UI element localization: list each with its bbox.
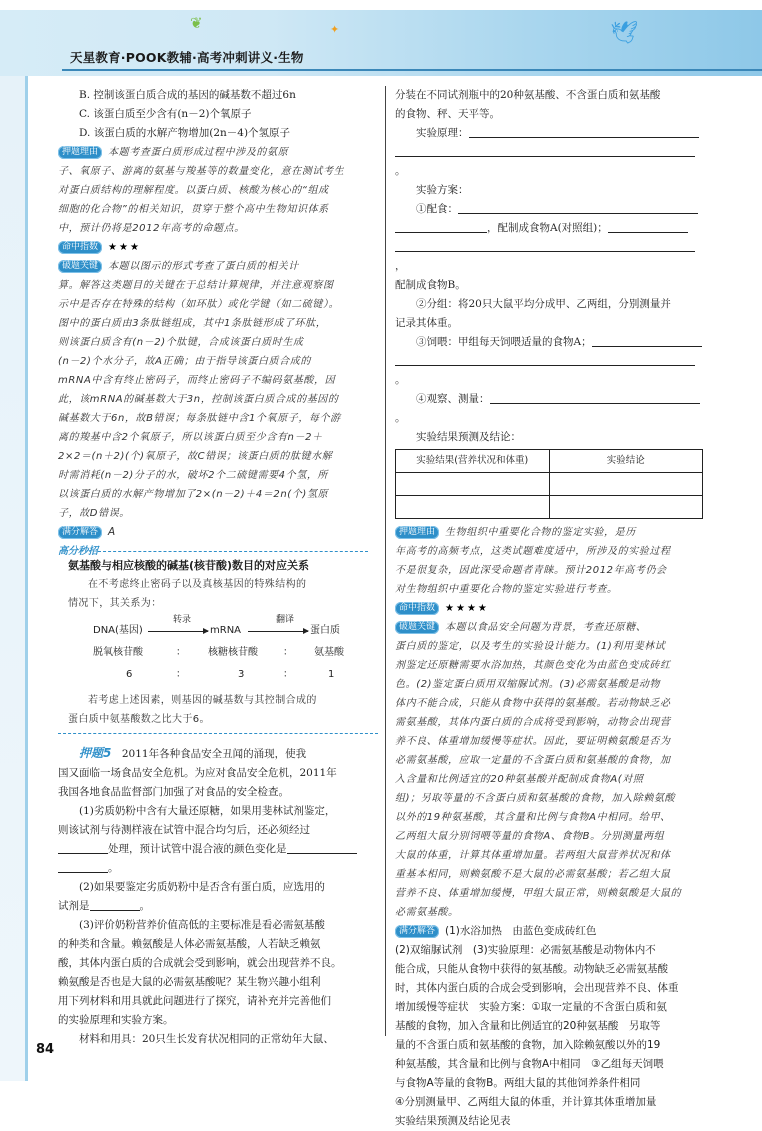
reason-block-2: 押题理由 生物组织中重要化合物的鉴定实验，是历 年高考的高频考点，这类试题难度适中，所涉及的实验过程 不是很复杂，因此深受命题者青睐。预计2012年高考仍会 对生物组织中重要化合物的鉴定实验进行考查。 — [395, 527, 671, 595]
right-column: 分装在不同试剂瓶中的20种氨基酸、不含蛋白质和氨基酸 的食物、秤、天平等。 实验原理： 。 实验方案： ①配食： ，配制成食物A(对照组)； ， 配制成食物B。 ②分组：将20只大鼠平均分成甲、乙两组，分别测量并 记录其体重。 ③饲喂：甲组每天饲喂适量的食物A； 。 ④观察、测量：。 实验结果预测及结论： 实验结果(营养状况和体重) 实验结论 押题理由 生物组织中重要化合物的鉴定实验，是历 年高考的高频考点，这类试题难度适中，所涉及的实验过程 不是很复杂，因此深受命题者青睐。预计2012年高考仍会 对生物组织中重要化合物的鉴定实验进行考查。 命中指数 ★★★★ 破题关键 本题以食品安全问题为背景，考查还原糖、 蛋白质的鉴定，以及考生的实验设计能力。(1)利用斐林试 剂鉴定还原糖需要水浴加热，其颜色变化为由蓝色变成砖红 色。(2)鉴定蛋白质用双缩脲试剂。(3)必需氨基酸是动物 体内不能合成，只能从食物中获得的氨基酸。若动物缺乏必 需氨基酸，其体内蛋白质的合成将受到影响，动物会出现营 养不良、体重增加缓慢等症状。因此，要证明赖氨酸是否为 必需氨基酸，应取一定量的不含蛋白质和氨基酸的食物，加 入含量和比例适宜的20种氨基酸并配制成食物A(对照 组)；另取等量的不含蛋白质和氨基酸的食物，加入除赖氨酸 以外的19种氨基酸，其含量和比例与食物A中相同。给甲、 乙两组大鼠分别饲喂等量的食物A、食物B。分别测量两组 大鼠的体重，计算其体重增加量。若两组大鼠营养状况和体 重基本相同，则赖氨酸不是大鼠的必需氨基酸；若乙组大鼠 营养不良、体重增加缓慢，甲组大鼠正常，则赖氨酸是大鼠的 必需氨基酸。 满分解答 (1)水浴加热 由蓝色变成砖红色 (2)双缩脲试剂 (3)实验原理：必需氨基酸是动物体内不 能合成，只能从食物中获得的氨基酸。动物缺乏必需氨基酸 时，其体内蛋白质的合成会受到影响，会出现营养不良、体重 增加缓慢等症状 实验方案：①取一定量的不含蛋白质和氨 基酸的食物，加入含量和比例适宜的20种氨基酸 另取等 量的不含蛋白质和氨基酸的食物，加入除赖氨酸以外的19 种氨基酸，其含量和比例与食物A中相同 ③乙组每天饲喂 与食物A等量的食物B。两组大鼠的其他饲养条件相同 ④分别测量甲、乙两组大鼠的体重，并计算其体重增加量 实验结果预测及结论见表 — [395, 86, 703, 1131]
option-b: B. 控制该蛋白质合成的基因的碱基数不超过6n — [79, 89, 296, 101]
left-column: B. 控制该蛋白质合成的基因的碱基数不超过6n C. 该蛋白质至少含有(n－2)个氧原子 D. 该蛋白质的水解产物增加(2n－4)个氢原子 押题理由 本题考查蛋白质形成过程中涉及的氨原 子、氧原子、游离的氨基与羧基等的数量变化，意在测试考生 对蛋白质结构的理解程度。以蛋白质、核酸为核心的“组成 细胞的化合物”的相关知识，贯穿于整个高中生物知识体系 中，预计仍将是2012年高考的命题点。 命中指数 ★★★ 破题关键 本题以图示的形式考查了蛋白质的相关计 算。解答这类题目的关键在于总结计算规律，并注意观察图 示中是否存在特殊的结构（如环肽）或化学键（如二硫键）。 图中的蛋白质由3条肽链组成，其中1条肽链形成了环肽， 则该蛋白质含有(n－2)个肽键，合成该蛋白质时生成 (n－2)个水分子，故A正确；由于指导该蛋白质合成的 mRNA中含有终止密码子，而终止密码子不编码氨基酸，因 此，该mRNA的碱基数大于3n，控制该蛋白质合成的基因的 碱基数大于6n，故B错误；每条肽链中含1个氧原子，每个游 离的羧基中含2个氧原子，所以该蛋白质至少含有n－2＋ 2×2＝(n＋2)(个)氧原子，故C错误；该蛋白质的肽键水解 时需消耗(n－2)分子的水，破坏2个二硫键需要4个氢，所 以该蛋白质的水解产物增加了2×(n－2)＋4＝2n(个)氢原 子，故D错误。 满分解答 A 高分秒招 氨基酸与相应核酸的碱基(核苷酸)数目的对应关系 在不考虑终止密码子以及真核基因的特殊结构的 情况下，其关系为： DNA(基因) 转录 mRNA 翻译 蛋白质 脱氧核苷酸 ： 核糖核苷酸 ： 氨基酸 6 ： 3 ： 1 若考虑上述因素，则基因的碱基数与其控制合成的 蛋白质中氨基酸数之比大于6。 押题5 2011年各种食品安全丑闻的涌现，使我 国又面临一场食品安全危机。为应对食品安全危机，2011年 我国各地食品监督部门加强了对食品的安全检查。 (1)劣质奶粉中含有大量还原糖，如果用斐林试剂鉴定， 则该试剂与待测样液在试管中混合均匀后，还必须经过 处理，预计试管中混合液的颜色变化是 。 (2)如果要鉴定劣质奶粉中是否含有蛋白质，应选用的 试剂是 。 (3)评价奶粉营养价值高低的主要标准是看必需氨基酸 的种类和含量。赖氨酸是人体必需氨基酸，人若缺乏赖氨 酸，其体内蛋白质的合成就会受到影响，就会出现营养不良。 赖氨酸是否也是大鼠的必需氨基酸呢？某生物兴趣小组利 用下列材料和用具就此问题进行了探究，请补充并完善他们 的实验原理和实验方案。 材料和用具：20只生长发育状况相同的正常幼年大鼠、 — [58, 86, 378, 1049]
step1-blank[interactable] — [458, 200, 698, 214]
blank-2-1[interactable] — [90, 897, 140, 911]
transcribe-arrow — [148, 631, 208, 632]
step3-blank-2[interactable] — [395, 352, 695, 366]
header-rule — [62, 69, 762, 71]
leaf-icon: ❦ — [190, 14, 203, 32]
answer-value: A — [108, 526, 116, 538]
key-block-2: 破题关键 本题以食品安全问题为背景，考查还原糖、 蛋白质的鉴定，以及考生的实验设计能力。(1)利用斐林试 剂鉴定还原糖需要水浴加热，其颜色变化为由蓝色变成砖红 色。(2)鉴定蛋白质用双缩脲试剂。(3)必需氨基酸是动物 体内不能合成，只能从食物中获得的氨基酸。若动物缺乏必 需氨基酸，其体内蛋白质的合成将受到影响，动物会出现营 养不良、体重增加缓慢等症状。因此，要证明赖氨酸是否为 必需氨基酸，应取一定量的不含蛋白质和氨基酸的食物，加 入含量和比例适宜的20种氨基酸并配制成食物A(对照 组)；另取等量的不含蛋白质和氨基酸的食物，加入除赖氨酸 以外的19种氨基酸，其含量和比例与食物A中相同。给甲、 乙两组大鼠分别饲喂等量的食物A、食物B。分别测量两组 大鼠的体重，计算其体重增加量。若两组大鼠营养状况和体 重基本相同，则赖氨酸不是大鼠的必需氨基酸；若乙组大鼠 营养不良、体重增加缓慢，甲组大鼠正常，则赖氨酸是大鼠的 必需氨基酸。 — [395, 622, 682, 918]
table-cell[interactable] — [396, 496, 550, 519]
step4-blank[interactable] — [490, 390, 700, 404]
step3-blank[interactable] — [592, 333, 702, 347]
tip-box: 高分秒招 氨基酸与相应核酸的碱基(核苷酸)数目的对应关系 在不考虑终止密码子以及真核基因的特殊结构的 情况下，其关系为： DNA(基因) 转录 mRNA 翻译 蛋白质 脱氧核苷酸 ： 核糖核苷酸 ： 氨基酸 6 ： 3 ： 1 若考虑上述因素，则基因的碱基数与其控制合成的 蛋白质中氨基酸数之比大于6。 — [58, 542, 378, 734]
rating-stars-2: ★★★★ — [445, 603, 489, 614]
principle-blank-2[interactable] — [395, 143, 695, 157]
bird-icon: 🕊 — [610, 21, 638, 46]
table-header-conclusion: 实验结论 — [549, 450, 703, 473]
tip-title: 氨基酸与相应核酸的碱基(核苷酸)数目的对应关系 — [68, 559, 310, 572]
answer-block-2: 满分解答 (1)水浴加热 由蓝色变成砖红色 (2)双缩脲试剂 (3)实验原理：必需氨基酸是动物体内不 能合成，只能从食物中获得的氨基酸。动物缺乏必需氨基酸 时，其体内蛋白质的合成会受到影响，会出现营养不良、体重 增加缓慢等症状 实验方案：①取一定量的不含蛋白质和氨 基酸的食物，加入含量和比例适宜的20种氨基酸 另取等 量的不含蛋白质和氨基酸的食物，加入除赖氨酸以外的19 种氨基酸，其含量和比例与食物A中相同 ③乙组每天饲喂 与食物A等量的食物B。两组大鼠的其他饲养条件相同 ④分别测量甲、乙两组大鼠的体重，并计算其体重增加量 实验结果预测及结论见表 — [395, 925, 679, 1127]
question-5-label: 押题5 — [79, 746, 112, 760]
tip-label: 高分秒招 — [58, 546, 98, 557]
answer-tag: 满分解答 — [58, 526, 102, 539]
key-tag: 破题关键 — [58, 260, 102, 273]
step1-blank-2[interactable] — [395, 219, 487, 233]
option-c: C. 该蛋白质至少含有(n－2)个氧原子 — [79, 108, 252, 120]
table-cell[interactable] — [549, 496, 703, 519]
blank-1-2[interactable] — [287, 840, 357, 854]
table-header-result: 实验结果(营养状况和体重) — [396, 450, 550, 473]
side-stripe — [0, 76, 28, 1081]
reason-block: 押题理由 本题考查蛋白质形成过程中涉及的氨原 子、氧原子、游离的氨基与羧基等的数量变化，意在测试考生 对蛋白质结构的理解程度。以蛋白质、核酸为核心的“组成 细胞的化合物”的相关知识，贯穿于整个高中生物知识体系 中，预计仍将是2012年高考的命题点。 — [58, 147, 345, 234]
page-number: 84 — [36, 1042, 55, 1057]
header-title: 天星教育·POOK教辅·高考冲刺讲义·生物 — [70, 50, 304, 65]
column-divider — [385, 86, 386, 1036]
table-cell[interactable] — [396, 473, 550, 496]
reason-tag: 押题理由 — [58, 146, 102, 159]
page-header — [0, 0, 762, 76]
table-cell[interactable] — [549, 473, 703, 496]
option-d: D. 该蛋白质的水解产物增加(2n－4)个氢原子 — [79, 127, 291, 139]
index-tag: 命中指数 — [58, 241, 102, 254]
dna-mrna-protein-diagram: DNA(基因) 转录 mRNA 翻译 蛋白质 脱氧核苷酸 ： 核糖核苷酸 ： 氨基酸 6 ： 3 ： 1 — [93, 615, 344, 680]
key-block: 破题关键 本题以图示的形式考查了蛋白质的相关计 算。解答这类题目的关键在于总结计算规律，并注意观察图 示中是否存在特殊的结构（如环肽）或化学键（如二硫键）。 图中的蛋白质由3条肽链组成，其中1条肽链形成了环肽， 则该蛋白质含有(n－2)个肽键，合成该蛋白质时生成 (n－2)个水分子，故A正确；由于指导该蛋白质合成的 mRNA中含有终止密码子，而终止密码子不编码氨基酸，因 此，该mRNA的碱基数大于3n，控制该蛋白质合成的基因的 碱基数大于6n，故B错误；每条肽链中含1个氧原子，每个游 离的羧基中含2个氧原子，所以该蛋白质至少含有n－2＋ 2×2＝(n＋2)(个)氧原子，故C错误；该蛋白质的肽键水解 时需消耗(n－2)分子的水，破坏2个二硫键需要4个氢，所 以该蛋白质的水解产物增加了2×(n－2)＋4＝2n(个)氢原 子，故D错误。 — [58, 261, 341, 519]
rating-stars: ★★★ — [108, 242, 141, 253]
step1-blank-3[interactable] — [608, 219, 688, 233]
translate-arrow — [248, 631, 308, 632]
blank-1-3[interactable] — [58, 859, 108, 873]
principle-blank[interactable] — [469, 124, 699, 138]
star-icon: ✦ — [330, 23, 340, 36]
step1-blank-4[interactable] — [395, 238, 695, 252]
results-table — [395, 449, 703, 519]
blank-1-1[interactable] — [58, 840, 108, 854]
